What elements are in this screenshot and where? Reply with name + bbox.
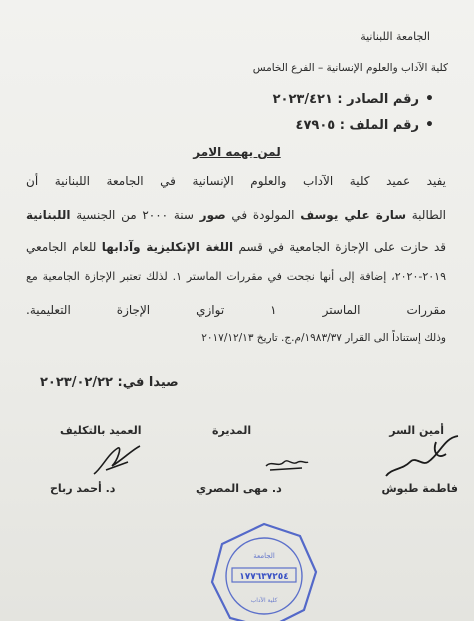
secretary-title: أمين السر (389, 424, 444, 437)
major: اللغة الإنكليزية وآدابها (101, 240, 234, 254)
dean-signature (88, 440, 148, 480)
stamp-number: ١٧٧٦٣٧٢٥٤ (239, 572, 289, 582)
decision-reference: وذلك إستناداً الى القرار ١٩٨٣/٣٧/م.ج. تاريخ ٢٠١٧/١٢/١٣ (201, 332, 446, 344)
body-line-3 (26, 240, 446, 254)
university-name: الجامعة اللبنانية (360, 30, 430, 43)
faculty-name: كلية الآداب والعلوم الإنسانية – الفرع الخامس (252, 62, 448, 74)
official-stamp (208, 520, 320, 621)
birth-place: صور (199, 208, 226, 222)
secretary-signature (380, 432, 464, 482)
director-title: المديرة (212, 424, 252, 437)
file-number: • رقم الملف : ٤٧٩٠٥ (296, 117, 434, 133)
body-line-2 (26, 208, 446, 222)
birth-year-text: سنة ٢٠٠٠ من الجنسية (76, 208, 194, 222)
director-signature (262, 452, 310, 474)
director-name: د. مهى المصري (196, 482, 282, 495)
nationality: اللبنانية (26, 208, 71, 222)
secretary-name: فاطمة طبوش (381, 482, 458, 495)
svg-text:كلية الآداب: كلية الآداب (250, 597, 278, 604)
body-line-5: مقررات الماستر ١ توازي الإجازة التعليمية. (26, 303, 447, 317)
birth-label: المولودة في (231, 208, 295, 222)
svg-text:الجامعة: الجامعة (253, 552, 275, 560)
issued-number: • رقم الصادر : ٢٠٢٣/٤٢١ (273, 91, 434, 107)
place-date: صيدا في: ٢٠٢٣/٠٢/٢٢ (40, 375, 179, 390)
letter-title: لمن يهمه الامر (193, 145, 281, 159)
body-line-4: ٢٠١٩-٢٠٢٠، إضافة إلى أنها نجحت في مقررات الماستر ١. لذلك تعتبر الإجازة الجامعية مع (26, 270, 446, 283)
student-name: سارة علي يوسف (300, 208, 407, 222)
dean-name: د. أحمد رباح (50, 482, 116, 495)
dean-title: العميد بالتكليف (60, 424, 142, 437)
body-line-1: يفيد عميد كلية الآداب والعلوم الإنسانية في الجامعة اللبنانية أن (26, 174, 446, 188)
academic-year-label: للعام الجامعي (26, 240, 97, 254)
student-label: الطالبة (411, 208, 446, 222)
degree-text: قد حازت على الإجازة الجامعية في قسم (238, 240, 446, 254)
